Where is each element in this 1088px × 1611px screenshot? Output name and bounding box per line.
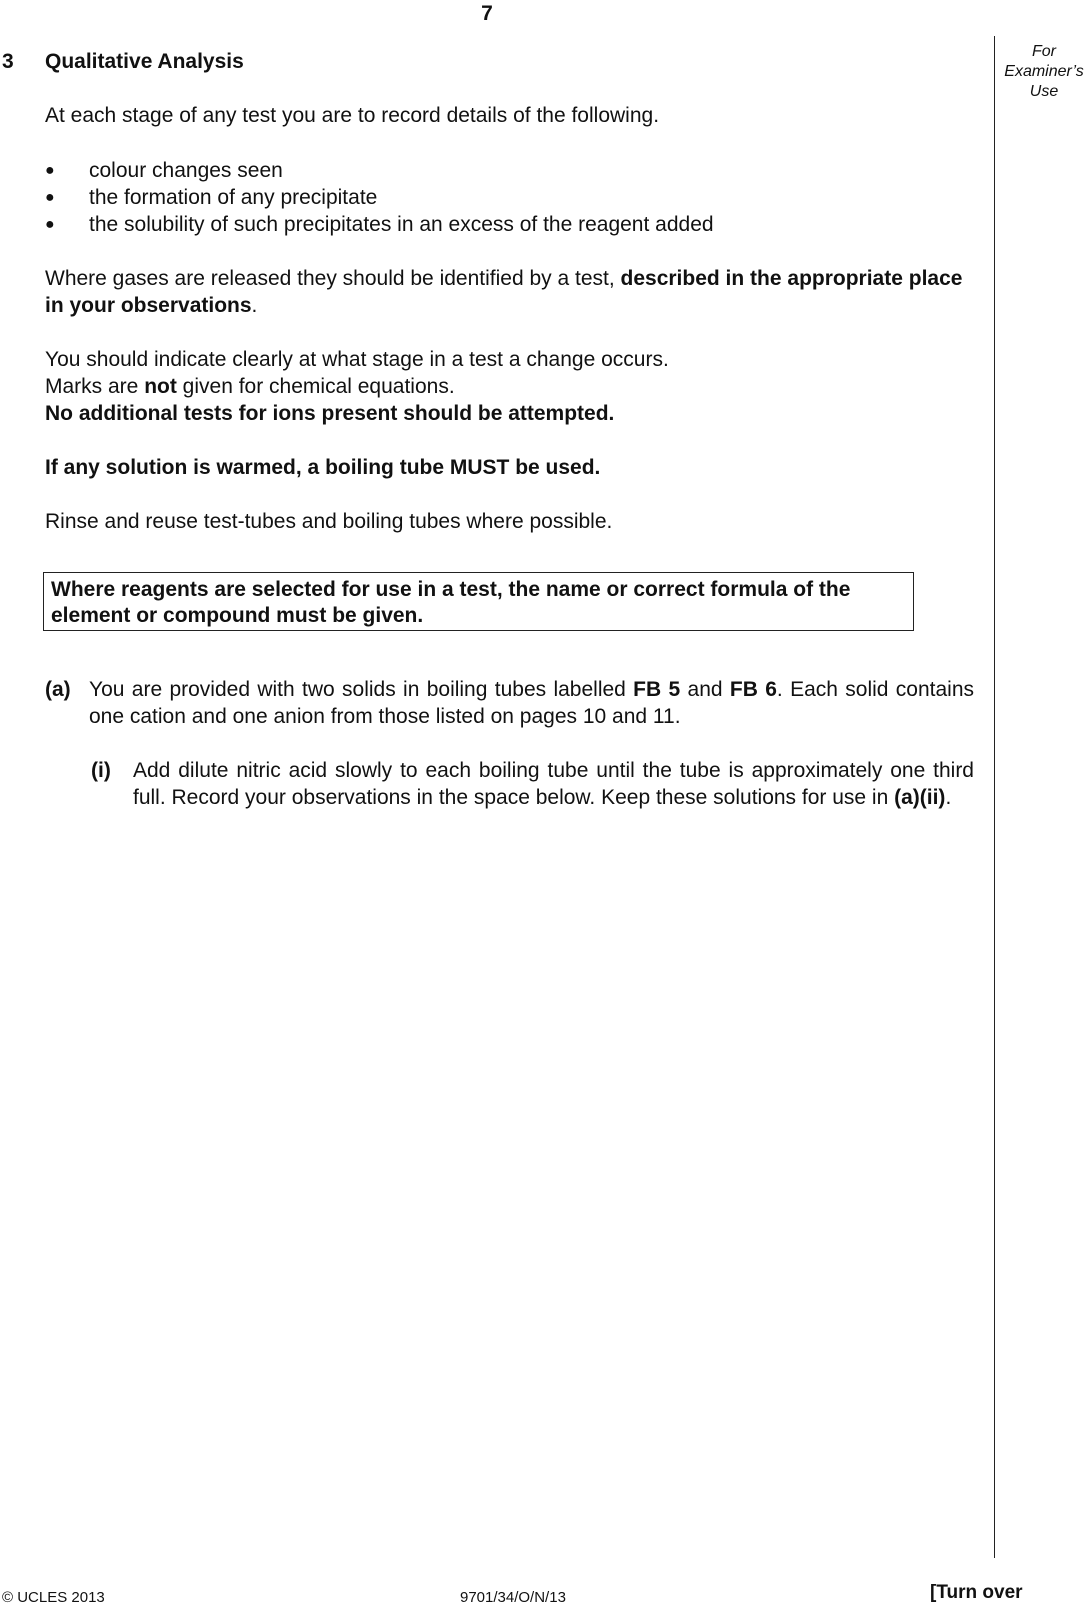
examiner-margin-line bbox=[994, 36, 995, 1558]
answer-space[interactable] bbox=[45, 870, 975, 1550]
reagent-notice-box: Where reagents are selected for use in a test, the name or correct formula of the element or compound must be given. bbox=[43, 572, 914, 631]
rinse-instruction: Rinse and reuse test-tubes and boiling tubes where possible. bbox=[45, 510, 613, 533]
gases-instruction: Where gases are released they should be identified by a test, described in the appropriate place in your observations. bbox=[45, 267, 963, 317]
question-title: Qualitative Analysis bbox=[45, 50, 244, 73]
turn-over: [Turn over bbox=[930, 1582, 1023, 1603]
bullet-icon: ● bbox=[45, 162, 55, 179]
bullet-icon: ● bbox=[45, 189, 55, 206]
bullet-icon: ● bbox=[45, 216, 55, 233]
bullet-text: the solubility of such precipitates in an excess of the reagent added bbox=[89, 213, 714, 236]
page-number: 7 bbox=[481, 2, 493, 25]
indicate-instruction: You should indicate clearly at what stage in a test a change occurs. bbox=[45, 348, 669, 371]
intro-text: At each stage of any test you are to record details of the following. bbox=[45, 104, 660, 127]
question-number: 3 bbox=[2, 50, 14, 73]
part-a-text: You are provided with two solids in boiling tubes labelled FB 5 and FB 6. Each solid contains one cation and one anion from those listed on pages 10 and 11. bbox=[89, 678, 974, 728]
examiner-label-line: Examiner’s bbox=[1004, 63, 1084, 80]
warming-instruction: If any solution is warmed, a boiling tube MUST be used. bbox=[45, 456, 601, 479]
paper-code: 9701/34/O/N/13 bbox=[460, 1589, 566, 1606]
examiner-use-label bbox=[1000, 42, 1088, 102]
examiner-label-line: Use bbox=[1029, 83, 1059, 100]
part-a-label: (a) bbox=[45, 678, 71, 701]
copyright: © UCLES 2013 bbox=[2, 1589, 105, 1606]
part-a-i-text: Add dilute nitric acid slowly to each boiling tube until the tube is approximately one third full. Record your observations in the space below. Keep these solutions for use in (a)(ii). bbox=[133, 759, 974, 809]
examiner-label-line: For bbox=[1032, 43, 1056, 60]
no-additional-tests-instruction: No additional tests for ions present should be attempted. bbox=[45, 402, 615, 425]
bullet-text: the formation of any precipitate bbox=[89, 186, 378, 209]
marks-instruction: Marks are not given for chemical equations. bbox=[45, 375, 455, 398]
part-a-i-label: (i) bbox=[91, 759, 111, 782]
bullet-text: colour changes seen bbox=[89, 159, 283, 182]
